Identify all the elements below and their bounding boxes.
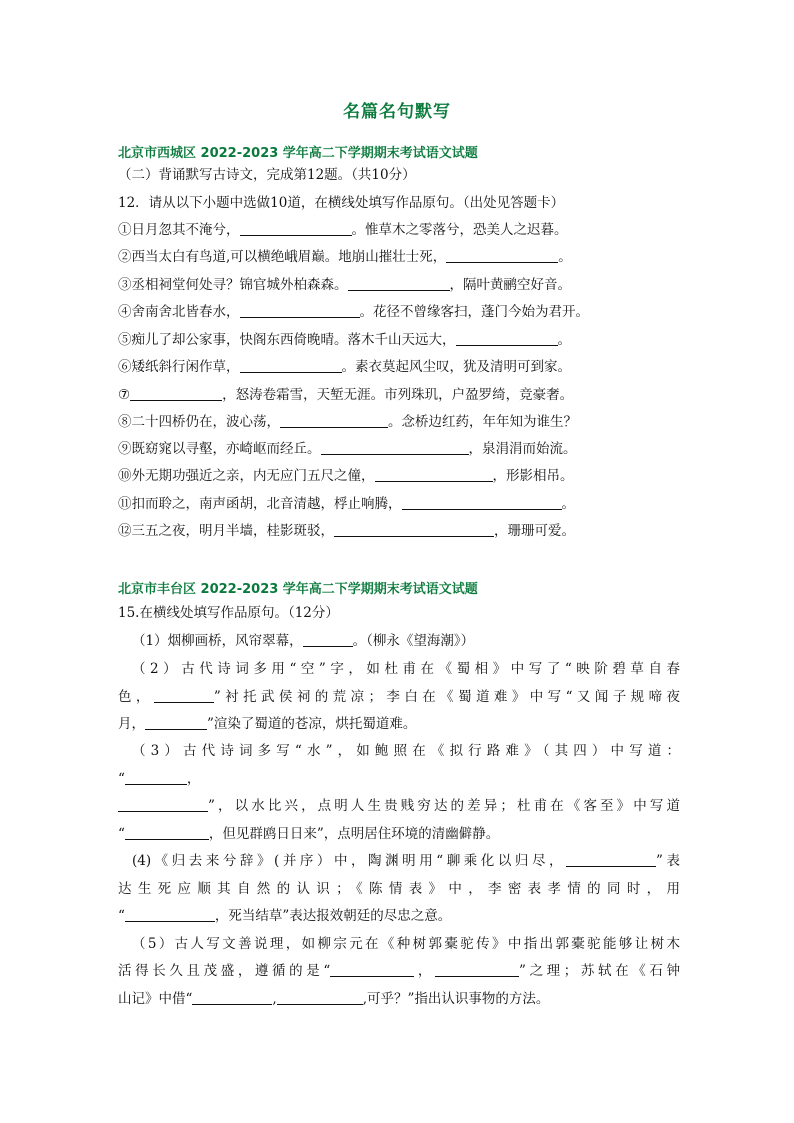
list-item: ⑧二十四桥仍在，波心荡， 。念桥边红药，年年知为谁生？	[118, 414, 577, 430]
question-15-2-line1: （2）古代诗词多用“空”字，如杜甫在《蜀相》中写了“映阶碧草自春	[132, 661, 680, 677]
list-item: ③丞相祠堂何处寻？锦官城外柏森森。 ，隔叶黄鹂空好音。	[118, 277, 571, 293]
answer-blank[interactable]	[435, 962, 519, 977]
question-15: 15.在横线处填写作品原句。（12分）	[118, 605, 339, 621]
answer-blank[interactable]	[240, 221, 352, 236]
answer-blank[interactable]	[240, 358, 342, 373]
list-item: ⑫三五之夜，明月半墙，桂影斑驳， ，珊珊可爱。	[118, 523, 575, 539]
question-15-4-line1: (4)《归去来兮辞》(并序）中，陶渊明用“聊乘化以归尽， ”表	[132, 853, 680, 869]
question-15-3-line4: “ ，但见群鸥日日来”，点明居住环境的清幽僻静。	[118, 826, 500, 842]
answer-blank[interactable]	[348, 276, 450, 291]
answer-blank[interactable]	[321, 440, 469, 455]
question-15-5-line3: 山记》中借“ , ,可乎？”指出认识事物的方法。	[118, 991, 550, 1007]
page-title: 名篇名句默写	[343, 102, 451, 122]
question-15-2-line3: 月， ”渲染了蜀道的苍凉，烘托蜀道难。	[118, 716, 417, 732]
question-15-5-line1: （5）古人写文善说理，如柳宗元在《种树郭橐驼传》中指出郭橐驼能够让树木	[132, 936, 680, 952]
question-15-1: （1）烟柳画桥，风帘翠幕， 。（柳永《望海潮》）	[132, 633, 475, 649]
question-15-5-line2: 活得长久且茂盛，遵循的是“ ， ”之理；苏轼在《石钟	[118, 963, 680, 979]
list-item: ②西当太白有鸟道,可以横绝峨眉巅。地崩山摧壮士死， 。	[118, 249, 572, 265]
section2-source: 北京市丰台区 2022-2023 学年高二下学期期末考试语文试题	[118, 582, 478, 597]
section1-source: 北京市西城区 2022-2023 学年高二下学期期末考试语文试题	[118, 146, 478, 161]
question-12: 12．请从以下小题中选做10道，在横线处填写作品原句。（出处见答题卡）	[118, 195, 565, 211]
question-15-4-line3: “ ，死当结草”表达报效朝廷的尽忠之意。	[118, 908, 452, 924]
answer-blank[interactable]	[402, 495, 562, 510]
list-item: ①日月忽其不淹兮， 。惟草木之零落兮，恐美人之迟暮。	[118, 222, 568, 238]
answer-blank[interactable]	[145, 715, 207, 730]
answer-blank[interactable]	[456, 331, 558, 346]
question-15-2-line2: 色， ”衬托武侯祠的荒凉；李白在《蜀道难》中写“又闻子规啼夜	[118, 689, 680, 705]
answer-blank[interactable]	[566, 852, 656, 867]
answer-blank[interactable]	[280, 413, 388, 428]
list-item: ⑥矮纸斜行闲作草， 。素衣莫起风尘叹，犹及清明可到家。	[118, 359, 571, 375]
answer-blank[interactable]	[375, 467, 493, 482]
answer-blank[interactable]	[118, 797, 208, 812]
list-item: ④舍南舍北皆春水， 。花径不曾缘客扫，蓬门今始为君开。	[118, 304, 589, 320]
question-15-3-line3: ”，以水比兴，点明人生贵贱穷达的差异；杜甫在《客至》中写道	[118, 797, 680, 815]
list-item: ⑤痴儿了却公家事，快阁东西倚晚晴。落木千山天远大， 。	[118, 332, 571, 348]
list-item: ⑪扣而聆之，南声函胡，北音清越，桴止响腾， 。	[118, 496, 575, 512]
question-15-4-line2: 达生死应顺其自然的认识；《陈情表》中，李密表孝情的同时，用	[118, 881, 680, 897]
answer-blank[interactable]	[192, 990, 272, 1005]
answer-blank[interactable]	[240, 303, 360, 318]
answer-blank[interactable]	[125, 770, 187, 785]
answer-blank[interactable]	[303, 632, 353, 647]
list-item: ⑨既窈窕以寻壑，亦崎岖而经丘。 ，泉涓涓而始流。	[118, 441, 577, 457]
answer-blank[interactable]	[446, 248, 558, 263]
question-15-3-line2: “ ，	[118, 771, 201, 787]
section1-instruction: （二）背诵默写古诗文，完成第12题。（共10分）	[118, 167, 416, 183]
answer-blank[interactable]	[330, 962, 414, 977]
answer-blank[interactable]	[130, 386, 222, 401]
list-item: ⑩外无期功强近之亲，内无应门五尺之僮， ，形影相吊。	[118, 468, 574, 484]
answer-blank[interactable]	[125, 907, 215, 922]
question-15-3-line1: （3）古代诗词多写“水”，如鲍照在《拟行路难》（其四）中写道：	[132, 743, 680, 759]
list-item: ⑦ ，怒涛卷霜雪，天堑无涯。市列珠玑，户盈罗绮，竞豪奢。	[118, 387, 574, 403]
answer-blank[interactable]	[277, 990, 363, 1005]
answer-blank[interactable]	[125, 825, 209, 840]
answer-blank[interactable]	[334, 522, 494, 537]
answer-blank[interactable]	[154, 688, 214, 703]
